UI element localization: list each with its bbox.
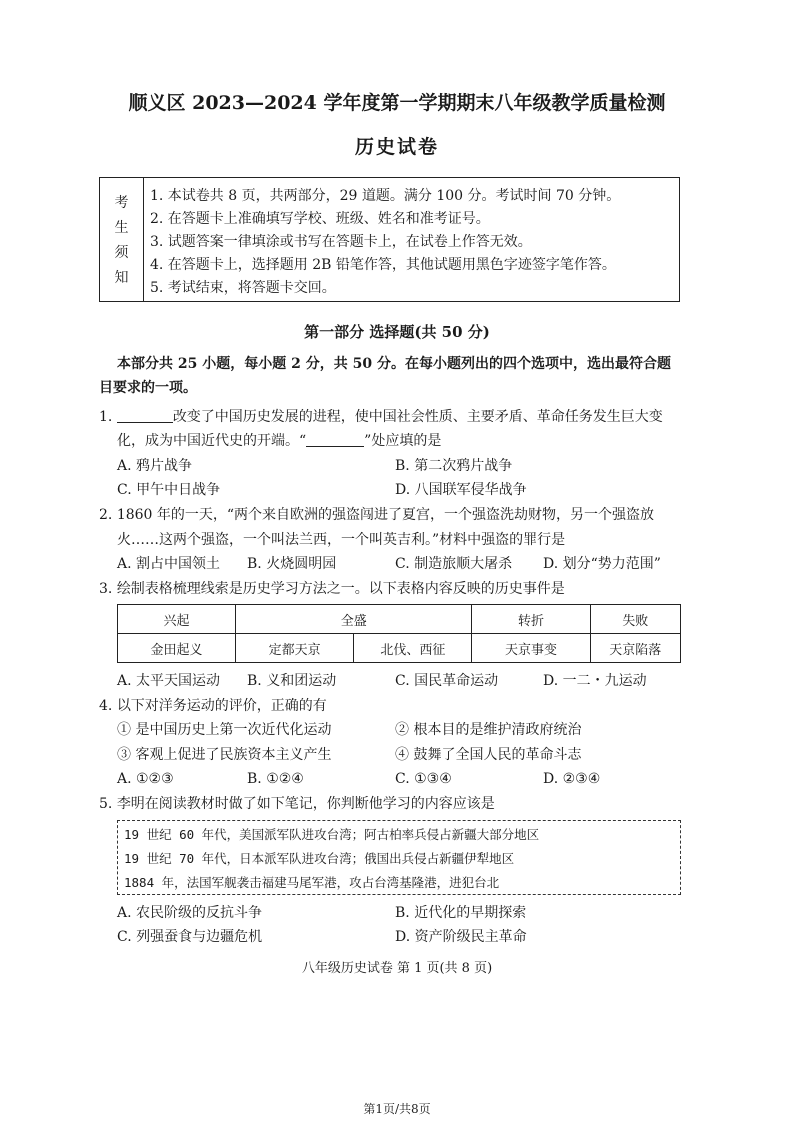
- table-cell: 金田起义: [118, 634, 236, 663]
- q5-stem: [99, 794, 495, 814]
- q5-option-d[interactable]: D. 资产阶级民主革命: [395, 929, 527, 945]
- q3-number: 3.: [99, 581, 113, 597]
- notice-items: [150, 185, 620, 300]
- notice-item: 3. 试题答案一律填涂或书写在答题卡上，在试卷上作答无效。: [150, 234, 532, 250]
- q1-blank: [117, 408, 173, 423]
- q4-statement-1: ① 是中国历史上第一次近代化运动: [117, 722, 332, 738]
- q1-number: 1.: [99, 409, 113, 425]
- notice-item: 5. 考试结束，将答题卡交回。: [150, 280, 336, 296]
- q3-text: 绘制表格梳理线索是历史学习方法之一。以下表格内容反映的历史事件是: [116, 581, 565, 597]
- q4-option-a[interactable]: A. ①②③: [117, 771, 174, 787]
- q5-number: 5.: [99, 796, 113, 812]
- q4-option-d[interactable]: D. ②③④: [543, 771, 601, 787]
- q1-text-a: 化，成为中国近代史的开端。“: [117, 433, 307, 449]
- q5-text: 李明在阅读教材时做了如下笔记，你判断他学习的内容应该是: [116, 796, 495, 812]
- page-indicator: 第1页/共8页: [363, 1102, 431, 1116]
- q3-stem: [99, 579, 565, 599]
- q2-text: 1860 年的一天，“两个来自欧洲的强盗闯进了夏宫，一个强盗洗劫财物，另一个强盗放: [116, 507, 655, 523]
- q2-option-b[interactable]: B. 火烧圆明园: [247, 556, 337, 572]
- q4-statement-2: ② 根本目的是维护清政府统治: [395, 722, 582, 738]
- table-cell: 定都天京: [236, 634, 354, 663]
- q3-event-table: [117, 604, 681, 663]
- q1-stem-line2: [117, 431, 441, 451]
- notice-item: 2. 在答题卡上准确填写学校、班级、姓名和准考证号。: [150, 211, 490, 227]
- exam-title: 顺义区 2023—2024 学年度第一学期期末八年级教学质量检测: [128, 92, 666, 114]
- table-cell: 天京事变: [472, 634, 590, 663]
- table-header-cell: 全盛: [236, 605, 472, 634]
- q1-blank-2: [306, 432, 364, 447]
- q5-note-line: 1884 年，法国军舰袭击福建马尾军港，攻占台湾基隆港，进犯台北: [124, 875, 500, 890]
- q1-option-b[interactable]: B. 第二次鸦片战争: [395, 458, 513, 474]
- notice-item: 1. 本试卷共 8 页，共两部分，29 道题。满分 100 分。考试时间 70 分钟。: [150, 188, 621, 204]
- table-header-row: [118, 605, 681, 634]
- notice-box: [99, 177, 680, 302]
- q1-stem-line1: [99, 407, 663, 427]
- q4-statement-3: ③ 客观上促进了民族资本主义产生: [117, 747, 332, 763]
- q3-option-d[interactable]: D. 一二・九运动: [543, 673, 647, 689]
- q3-option-b[interactable]: B. 义和团运动: [247, 673, 337, 689]
- q1-option-d[interactable]: D. 八国联军侵华战争: [395, 482, 527, 498]
- q4-option-b[interactable]: B. ①②④: [247, 771, 304, 787]
- table-header-cell: 兴起: [118, 605, 236, 634]
- q2-stem-line1: [99, 505, 654, 525]
- q4-number: 4.: [99, 698, 113, 714]
- q4-text: 以下对洋务运动的评价，正确的有: [116, 698, 327, 714]
- q1-option-c[interactable]: C. 甲午中日战争: [117, 482, 221, 498]
- q4-option-c[interactable]: C. ①③④: [395, 771, 452, 787]
- table-cell: 北伐、西征: [354, 634, 472, 663]
- table-header-cell: 失败: [590, 605, 680, 634]
- q5-option-c[interactable]: C. 列强蚕食与边疆危机: [117, 929, 263, 945]
- notice-label-char: 考: [114, 195, 129, 211]
- q2-stem-line2: 火……这两个强盗，一个叫法兰西，一个叫英吉利。”材料中强盗的罪行是: [117, 532, 566, 548]
- notice-label-char: 知: [114, 270, 129, 286]
- q2-number: 2.: [99, 507, 113, 523]
- q4-stem: [99, 696, 327, 716]
- q1-option-a[interactable]: A. 鸦片战争: [117, 458, 193, 474]
- notice-label-char: 生: [114, 220, 129, 236]
- q2-option-c[interactable]: C. 制造旅顺大屠杀: [395, 556, 513, 572]
- table-cell: 天京陷落: [590, 634, 680, 663]
- exam-subtitle: 历史试卷: [354, 136, 439, 158]
- q5-option-a[interactable]: A. 农民阶级的反抗斗争: [117, 905, 263, 921]
- q4-statement-4: ④ 鼓舞了全国人民的革命斗志: [395, 747, 582, 763]
- q2-option-d[interactable]: D. 划分“势力范围”: [543, 556, 661, 572]
- page-footer: 八年级历史试卷 第 1 页(共 8 页): [301, 961, 493, 976]
- q5-notes-box: [117, 820, 681, 895]
- q5-note-line: 19 世纪 70 年代，日本派军队进攻台湾；俄国出兵侵占新疆伊犁地区: [124, 851, 515, 866]
- table-header-cell: 转折: [472, 605, 590, 634]
- q5-note-line: 19 世纪 60 年代，美国派军队进攻台湾；阿古柏率兵侵占新疆大部分地区: [124, 827, 540, 842]
- notice-item: 4. 在答题卡上，选择题用 2B 铅笔作答，其他试题用黑色字迹签字笔作答。: [150, 257, 616, 273]
- q3-option-a[interactable]: A. 太平天国运动: [117, 673, 221, 689]
- q5-option-b[interactable]: B. 近代化的早期探索: [395, 905, 527, 921]
- section-title: 第一部分 选择题(共 50 分): [304, 323, 490, 341]
- table-row: [118, 634, 681, 663]
- q1-text: 改变了中国历史发展的进程，使中国社会性质、主要矛盾、革命任务发生巨大变: [172, 409, 663, 425]
- notice-label: [100, 178, 144, 301]
- notice-label-char: 须: [114, 245, 129, 261]
- section-intro-line2: 目要求的一项。: [99, 380, 197, 396]
- q2-option-a[interactable]: A. 割占中国领土: [117, 556, 221, 572]
- q3-option-c[interactable]: C. 国民革命运动: [395, 673, 499, 689]
- section-intro-line1: 本部分共 25 小题，每小题 2 分，共 50 分。在每小题列出的四个选项中，选出最符合题: [117, 356, 671, 372]
- q1-text-b: ”处应填的是: [364, 433, 442, 449]
